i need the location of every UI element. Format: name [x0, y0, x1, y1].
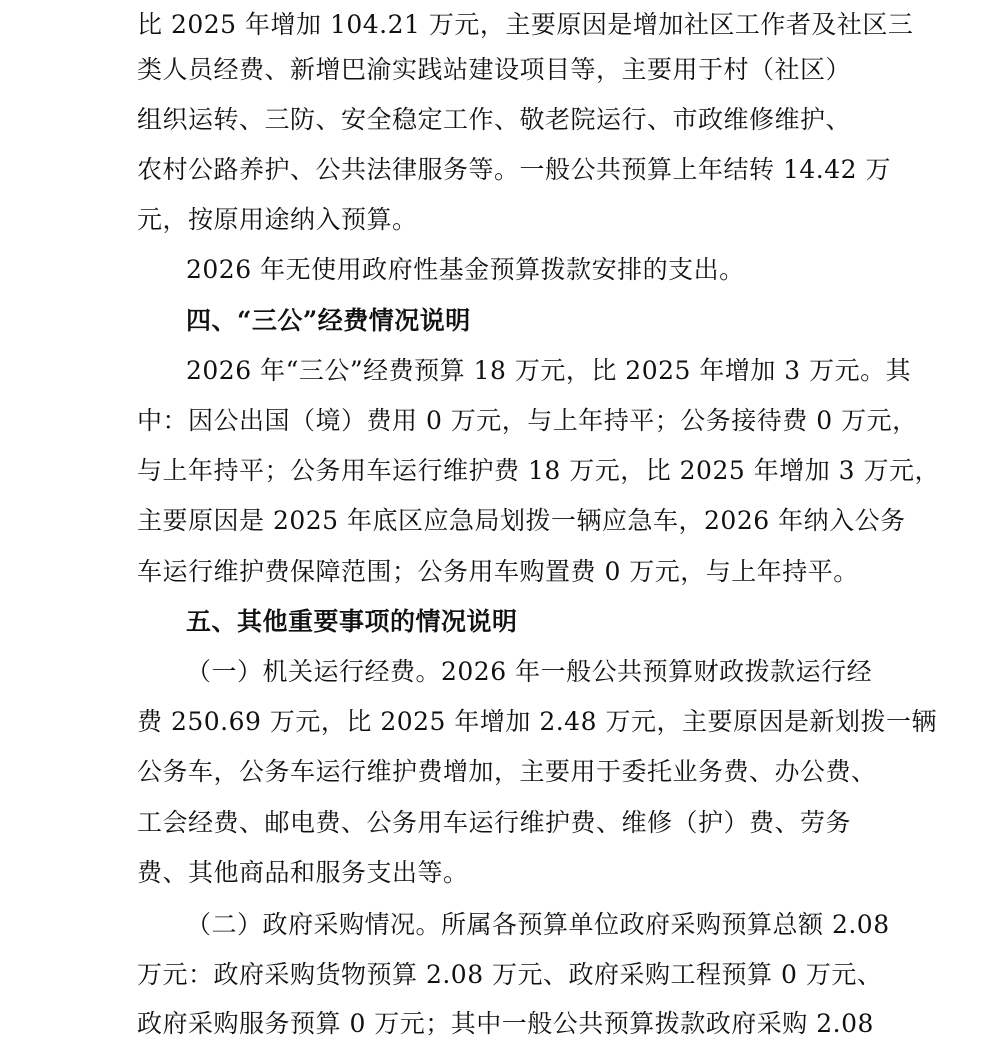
body-text-line: 政府采购服务预算 0 万元；其中一般公共预算拨款政府采购 2.08: [137, 1009, 874, 1038]
paragraph-first-line: （二）政府采购情况。所属各预算单位政府采购预算总额 2.08: [186, 910, 890, 939]
body-text-line: 主要原因是 2025 年底区应急局划拨一辆应急车，2026 年纳入公务: [137, 506, 906, 535]
section-heading-other-matters: 五、其他重要事项的情况说明: [186, 607, 518, 636]
body-text-line: 组织运转、三防、安全稳定工作、敬老院运行、市政维修维护、: [137, 105, 852, 134]
section-heading-san-gong: 四、“三公”经费情况说明: [186, 306, 471, 335]
body-text-line: 元，按原用途纳入预算。: [137, 205, 418, 234]
body-text-line: 万元：政府采购货物预算 2.08 万元、政府采购工程预算 0 万元、: [137, 960, 883, 989]
paragraph-first-line: （一）机关运行经费。2026 年一般公共预算财政拨款运行经: [186, 657, 873, 686]
body-text-line: 与上年持平；公务用车运行维护费 18 万元，比 2025 年增加 3 万元，: [137, 456, 941, 485]
body-text-line: 类人员经费、新增巴渝实践站建设项目等，主要用于村（社区）: [137, 55, 852, 84]
paragraph-first-line: 2026 年“三公”经费预算 18 万元，比 2025 年增加 3 万元。其: [186, 356, 912, 385]
body-text-line: 车运行维护费保障范围；公务用车购置费 0 万元，与上年持平。: [137, 557, 859, 586]
body-text-line: 比 2025 年增加 104.21 万元，主要原因是增加社区工作者及社区三: [137, 10, 914, 39]
paragraph-first-line: 2026 年无使用政府性基金预算拨款安排的支出。: [186, 255, 745, 284]
body-text-line: 费、其他商品和服务支出等。: [137, 858, 469, 887]
body-text-line: 农村公路养护、公共法律服务等。一般公共预算上年结转 14.42 万: [137, 155, 891, 184]
body-text-line: 费 250.69 万元，比 2025 年增加 2.48 万元，主要原因是新划拨一辆: [137, 707, 937, 736]
body-text-line: 公务车，公务车运行维护费增加，主要用于委托业务费、办公费、: [137, 757, 877, 786]
body-text-line: 工会经费、邮电费、公务用车运行维护费、维修（护）费、劳务: [137, 808, 852, 837]
body-text-line: 中：因公出国（境）费用 0 万元，与上年持平；公务接待费 0 万元，: [137, 406, 918, 435]
